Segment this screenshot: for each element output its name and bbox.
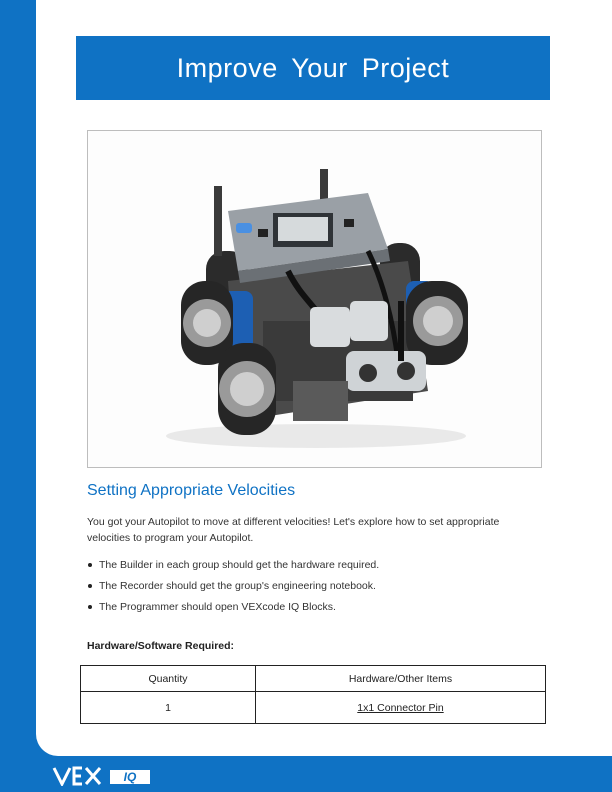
column-header-quantity: Quantity [81,666,256,692]
quantity-cell: 1 [81,692,256,724]
item-cell [256,692,546,724]
role-instructions-list [87,557,379,620]
page-title-banner [76,36,550,100]
vex-iq-logo-icon [52,766,152,786]
robot-photo [88,131,541,467]
list-item: The Programmer should open VEXcode IQ Blocks. [87,599,379,620]
svg-text:IQ: IQ [123,770,137,784]
table-header-row [81,666,546,692]
hardware-table [80,665,546,724]
table-row [81,692,546,724]
intro-paragraph: You got your Autopilot to move at different velocities! Let's explore how to set appropriate velocities to program your Autopilot. [87,516,500,544]
column-header-items: Hardware/Other Items [256,666,546,692]
list-item: The Recorder should get the group's engineering notebook. [87,578,379,599]
connector-pin-link[interactable]: 1x1 Connector Pin [357,701,444,714]
section-heading: Setting Appropriate Velocities [87,482,296,499]
page-title: Improve Your Project [176,53,450,83]
hardware-subheading: Hardware/Software Required: [87,640,235,652]
vex-iq-logo [52,766,152,791]
robot-photo-frame [87,130,542,468]
list-item: The Builder in each group should get the hardware required. [87,557,379,578]
